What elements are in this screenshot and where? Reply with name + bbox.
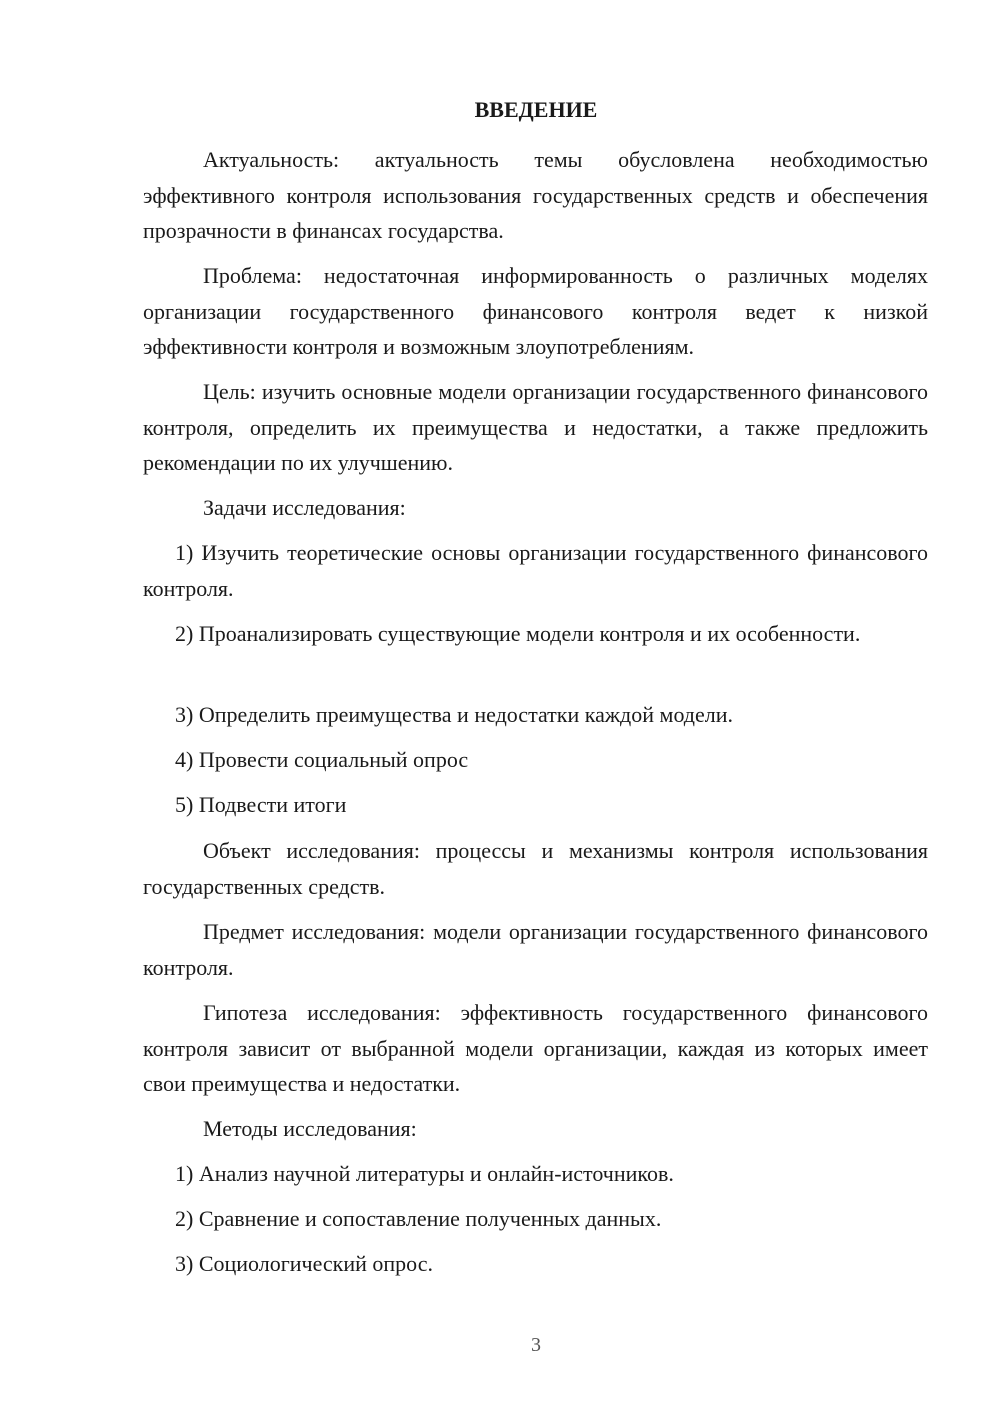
paragraph-goal: Цель: изучить основные модели организации государственного финансового контроля, определить их преимущества и недостатки, а также предложить рекомендации по их улучшению. [143, 379, 928, 475]
method-item: 2) Сравнение и сопоставление полученных данных. [175, 1206, 662, 1231]
task-item: 3) Определить преимущества и недостатки каждой модели. [175, 702, 734, 727]
task-item: 4) Провести социальный опрос [175, 747, 469, 772]
task-item: 1) Изучить теоретические основы организации государственного финансового контроля. [143, 540, 928, 601]
paragraph-relevance: Актуальность: актуальность темы обусловлена необходимостью эффективного контроля использования государственных средств и обеспечения прозрачности в финансах государства. [143, 147, 928, 243]
page-title: ВВЕДЕНИЕ [474, 97, 598, 122]
paragraph-object: Объект исследования: процессы и механизмы контроля использования государственных средств. [143, 838, 928, 899]
task-item: 2) Проанализировать существующие модели контроля и их особенности. [175, 621, 861, 646]
tasks-heading: Задачи исследования: [203, 495, 406, 520]
page-number: 3 [531, 1334, 541, 1356]
method-item: 1) Анализ научной литературы и онлайн-источников. [175, 1161, 674, 1186]
methods-heading: Методы исследования: [203, 1116, 417, 1141]
task-item: 5) Подвести итоги [175, 792, 347, 817]
paragraph-problem: Проблема: недостаточная информированность о различных моделях организации государственного финансового контроля ведет к низкой эффективности контроля и возможным злоупотреблениям. [143, 263, 928, 359]
paragraph-subject: Предмет исследования: модели организации государственного финансового контроля. [143, 919, 928, 980]
method-item: 3) Социологический опрос. [175, 1251, 433, 1276]
paragraph-hypothesis: Гипотеза исследования: эффективность государственного финансового контроля зависит от выбранной модели организации, каждая из которых имеет свои преимущества и недостатки. [143, 1000, 928, 1096]
